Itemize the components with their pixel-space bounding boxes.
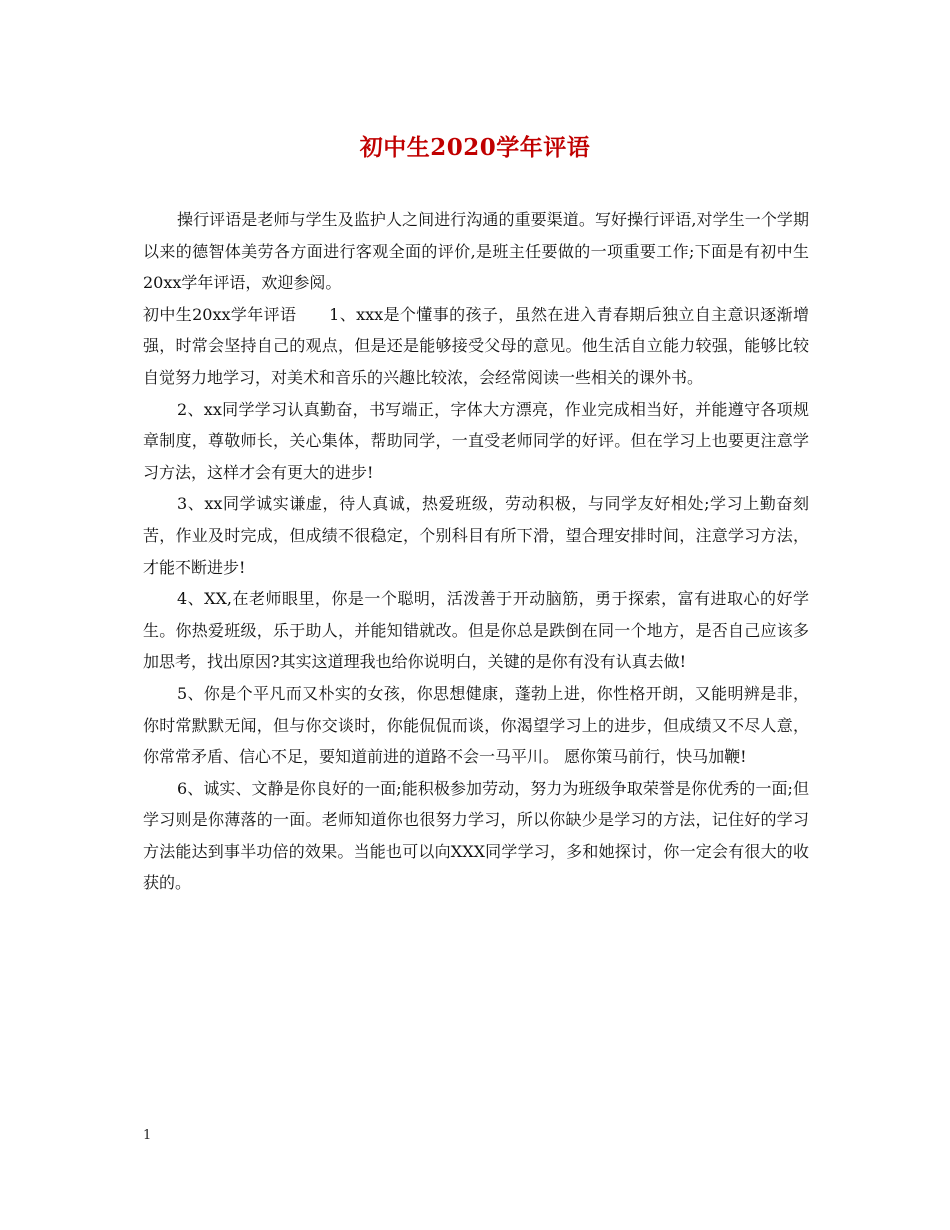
document-body — [143, 204, 809, 899]
page-number: 1 — [143, 1128, 152, 1143]
intro-paragraph: 操行评语是老师与学生及监护人之间进行沟通的重要渠道。写好操行评语,对学生一个学期以来的德智体美劳各方面进行客观全面的评价,是班主任要做的一项重要工作;下面是有初中生20xx学年评语，欢迎参阅。 — [143, 210, 809, 293]
comment-paragraph-6: 6、诚实、文静是你良好的一面;能积极参加劳动，努力为班级争取荣誉是你优秀的一面;但学习则是你薄落的一面。老师知道你也很努力学习，所以你缺少是学习的方法，记住好的学习方法能达到事半功倍的效果。当能也可以向XXX同学学习，多和她探讨，你一定会有很大的收获的。 — [143, 778, 809, 893]
comment-paragraph-2: 2、xx同学学习认真勤奋，书写端正，字体大方漂亮，作业完成相当好，并能遵守各项规章制度，尊敬师长，关心集体，帮助同学，一直受老师同学的好评。但在学习上也要更注意学习方法，这样才会有更大的进步! — [143, 399, 809, 482]
comment-paragraph-4: 4、XX,在老师眼里，你是一个聪明，活泼善于开动脑筋，勇于探索，富有进取心的好学生。你热爱班级，乐于助人，并能知错就改。但是你总是跌倒在同一个地方，是否自己应该多加思考，找出原因?其实这道理我也给你说明白，关键的是你有没有认真去做! — [143, 589, 809, 672]
comment-paragraph-5: 5、你是个平凡而又朴实的女孩，你思想健康，蓬勃上进，你性格开朗，又能明辨是非，你时常默默无闻，但与你交谈时，你能侃侃而谈，你渴望学习上的进步，但成绩又不尽人意，你常常矛盾、信心不足，要知道前进的道路不会一马平川。 愿你策马前行，快马加鞭! — [143, 683, 809, 767]
document-title: 初中生2020学年评语 — [359, 134, 591, 161]
comment-paragraph-3: 3、xx同学诚实谦虚，待人真诚，热爱班级，劳动积极，与同学友好相处;学习上勤奋刻苦，作业及时完成，但成绩不很稳定，个别科目有所下滑，望合理安排时间，注意学习方法，才能不断进步! — [143, 494, 809, 577]
comment-paragraph-1: 初中生20xx学年评语 1、xxx是个懂事的孩子，虽然在进入青春期后独立自主意识逐渐增强，时常会坚持自己的观点，但是还是能够接受父母的意见。他生活自立能力较强，能够比较自觉努力地学习，对美术和音乐的兴趣比较浓，会经常阅读一些相关的课外书。 — [143, 304, 809, 387]
